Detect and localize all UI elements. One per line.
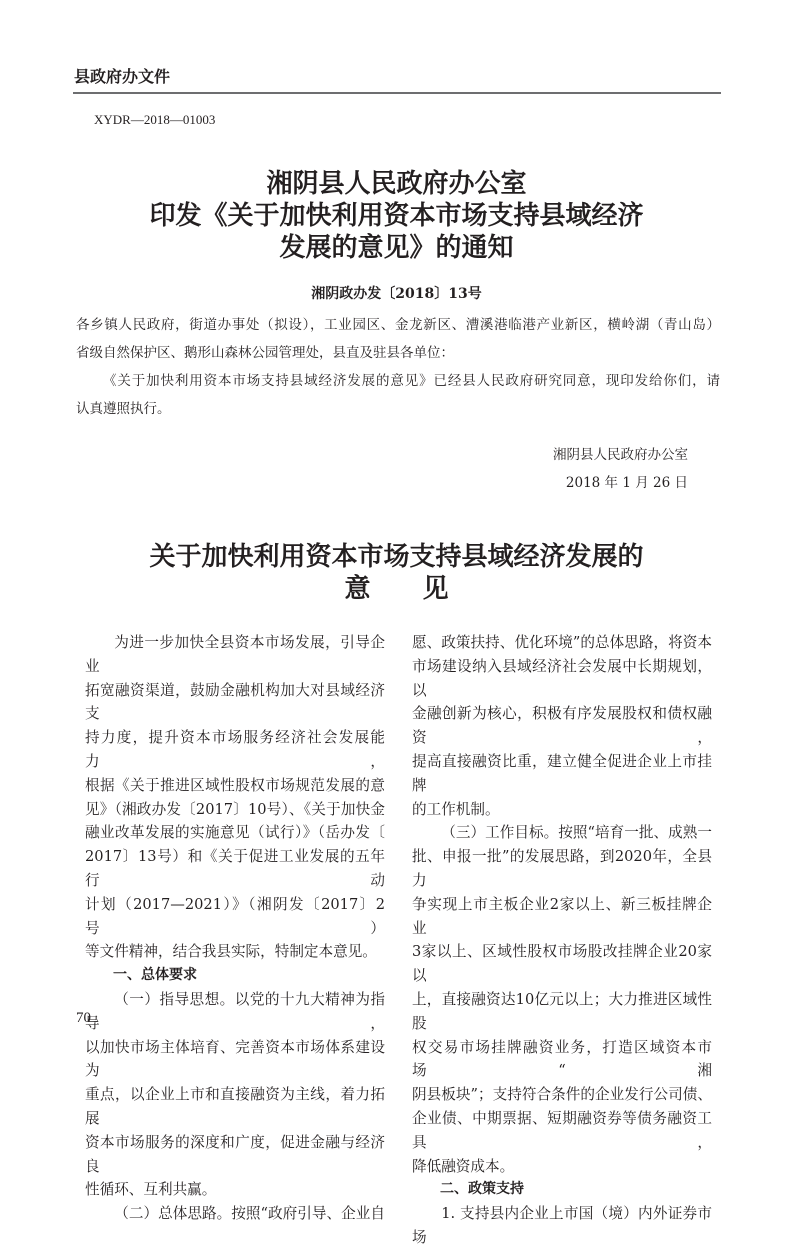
- opinion-title: [0, 541, 793, 605]
- paragraph-line: 争实现上市主板企业2家以上、新三板挂牌企业: [412, 895, 712, 937]
- paragraph: [85, 988, 385, 1202]
- paragraph-line: 降低融资成本。: [412, 1157, 515, 1175]
- paragraph-line: 等文件精神，结合我县实际，特制定本意见。: [85, 943, 377, 961]
- paragraph-line: 资本市场服务的深度和广度，促进金融与经济良: [85, 1133, 385, 1175]
- notice-body: [76, 367, 720, 423]
- paragraph-line: 3家以上、区域性股权市场股改挂牌企业20家以: [412, 943, 712, 985]
- paragraph-line: 上，直接融资达10亿元以上；大力推进区域性股: [412, 990, 712, 1032]
- paragraph-line: 提高直接融资比重，建立健全促进企业上市挂牌: [412, 752, 712, 794]
- paragraph: [412, 821, 712, 1178]
- notice-title-line: 发展的意见》的通知: [279, 233, 514, 263]
- addressees: [76, 311, 720, 367]
- paragraph-line: 1. 支持县内企业上市国（境）内外证券市场: [412, 1205, 712, 1246]
- paragraph-line: 企业债、中期票据、短期融资券等债务融资工具，: [412, 1109, 712, 1151]
- paragraph-line: 金融创新为核心，积极有序发展股权和债权融资，: [412, 705, 712, 747]
- paragraph-line: 计划（2017—2021）》（湘阴发〔2017〕2号）: [85, 895, 385, 937]
- notice-title: [0, 168, 793, 264]
- paragraph-line: 2017〕13号）和《关于促进工业发展的五年行动: [85, 848, 385, 889]
- paragraph-line: 重点，以企业上市和直接融资为主线，着力拓展: [85, 1086, 385, 1127]
- opinion-title-line: 意 见: [344, 574, 449, 604]
- document-number: 湘阴政办发〔2018〕13号: [311, 286, 482, 302]
- paragraph-line: （一）指导思想。以党的十九大精神为指导，: [85, 990, 385, 1032]
- paragraph-line: 见》（湘政办发〔2017〕10号）、《关于加快金: [85, 800, 385, 818]
- paragraph-line: 为进一步加快全县资本市场发展，引导企业: [85, 634, 385, 675]
- paragraph-line: 融业改革发展的实施意见（试行）》（岳办发〔: [85, 824, 385, 842]
- right-column: [412, 631, 712, 1250]
- notice-title-line: 印发《关于加快利用资本市场支持县域经济: [149, 201, 644, 231]
- document-code: XYDR—2018—01003: [94, 112, 216, 127]
- notice-title-line: 湘阴县人民政府办公室: [266, 169, 527, 199]
- paragraph-line: 性循环、互利共赢。: [85, 1181, 217, 1199]
- addressee-line: 各乡镇人民政府，街道办事处（拟设），工业园区、金龙新区、漕溪港临港产业新区，横岭湖（青山岛）: [76, 317, 720, 333]
- paragraph: [85, 1202, 385, 1226]
- signature-block: [553, 441, 688, 497]
- opinion-title-line: 关于加快利用资本市场支持县域经济发展的: [149, 542, 644, 572]
- paragraph-line: 的工作机制。: [412, 800, 500, 818]
- paragraph: [412, 1202, 712, 1250]
- signer: 湘阴县人民政府办公室: [553, 447, 688, 463]
- paragraph: [85, 631, 385, 964]
- section-heading: 一、总体要求: [113, 967, 197, 984]
- addressee-line: 省级自然保护区、鹅形山森林公园管理处，县直及驻县各单位：: [76, 345, 454, 361]
- body-line: 认真遵照执行。: [76, 401, 171, 417]
- paragraph-line: 权交易市场挂牌融资业务，打造区域资本市场“湘: [412, 1038, 712, 1080]
- paragraph-line: 愿、政策扶持、优化环境”的总体思路，将资本: [412, 634, 712, 651]
- body-line: 《关于加快利用资本市场支持县域经济发展的意见》已经县人民政府研究同意，现印发给你们，请: [103, 373, 720, 389]
- paragraph-line: （三）工作目标。按照“培育一批、成熟一: [441, 824, 712, 842]
- section-heading: 二、政策支持: [440, 1181, 524, 1198]
- paragraph-line: 批、申报一批”的发展思路，到2020年，全县力: [412, 848, 712, 889]
- paragraph-line: 根据《关于推进区域性股权市场规范发展的意: [85, 776, 385, 794]
- paragraph-line: 拓宽融资渠道，鼓励金融机构加大对县域经济支: [85, 681, 385, 723]
- paragraph-line: 阴县板块”；支持符合条件的企业发行公司债、: [412, 1086, 712, 1104]
- paragraph-line: （二）总体思路。按照“政府引导、企业自: [114, 1205, 385, 1223]
- left-column: [85, 631, 385, 1226]
- paragraph-line: 市场建设纳入县域经济社会发展中长期规划，以: [412, 657, 712, 699]
- issue-date: 2018 年 1 月 26 日: [565, 475, 688, 491]
- paragraph: [412, 631, 712, 821]
- paragraph-line: 以加快市场主体培育、完善资本市场体系建设为: [85, 1038, 385, 1080]
- running-header: 县政府办文件: [74, 67, 171, 86]
- header-rule: [73, 92, 721, 94]
- page-number: 70: [76, 1010, 91, 1026]
- paragraph-line: 持力度，提升资本市场服务经济社会发展能力，: [85, 729, 385, 770]
